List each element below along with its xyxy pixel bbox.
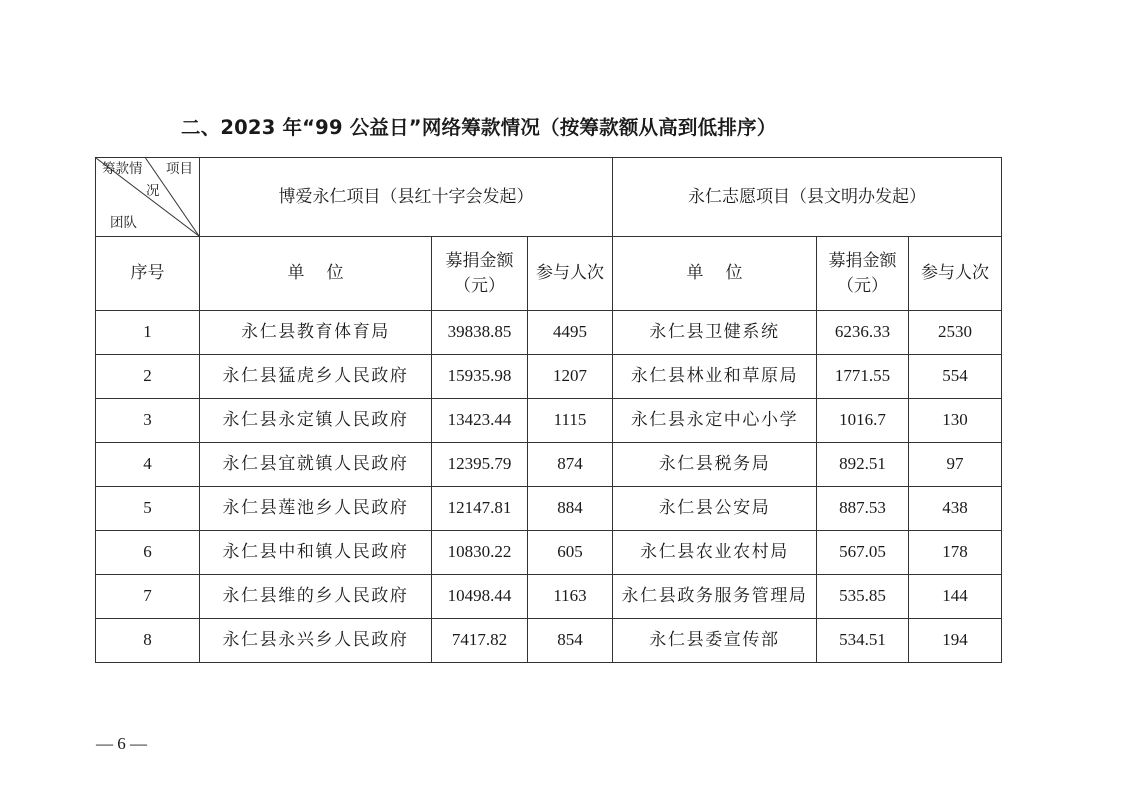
cell-unit-b: 永仁县林业和草原局 bbox=[613, 355, 817, 399]
cell-people-b: 438 bbox=[909, 487, 1002, 531]
cell-people-a: 884 bbox=[528, 487, 613, 531]
cell-amount-a: 10498.44 bbox=[432, 575, 528, 619]
cell-unit-b: 永仁县税务局 bbox=[613, 443, 817, 487]
cell-unit-a: 永仁县教育体育局 bbox=[200, 311, 432, 355]
table-row bbox=[96, 487, 1002, 531]
cell-people-a: 874 bbox=[528, 443, 613, 487]
cell-seq: 1 bbox=[96, 311, 200, 355]
cell-unit-b: 永仁县委宣传部 bbox=[613, 619, 817, 663]
cell-people-b: 2530 bbox=[909, 311, 1002, 355]
header-amount-a bbox=[432, 237, 528, 311]
cell-unit-a: 永仁县永兴乡人民政府 bbox=[200, 619, 432, 663]
project-b-title: 永仁志愿项目（县文明办发起） bbox=[613, 158, 1002, 237]
header-unit-b: 单位 bbox=[613, 237, 817, 311]
corner-label-team: 团队 bbox=[110, 215, 137, 231]
cell-seq: 8 bbox=[96, 619, 200, 663]
cell-amount-b: 534.51 bbox=[817, 619, 909, 663]
header-people-b: 参与人次 bbox=[909, 237, 1002, 311]
header-amount-a-line1: 募捐金额 bbox=[445, 250, 514, 271]
cell-unit-b: 永仁县农业农村局 bbox=[613, 531, 817, 575]
cell-unit-a: 永仁县维的乡人民政府 bbox=[200, 575, 432, 619]
table-row bbox=[96, 531, 1002, 575]
cell-amount-a: 15935.98 bbox=[432, 355, 528, 399]
cell-seq: 7 bbox=[96, 575, 200, 619]
header-people-a: 参与人次 bbox=[528, 237, 613, 311]
cell-people-b: 554 bbox=[909, 355, 1002, 399]
cell-unit-a: 永仁县莲池乡人民政府 bbox=[200, 487, 432, 531]
cell-amount-b: 1771.55 bbox=[817, 355, 909, 399]
cell-seq: 5 bbox=[96, 487, 200, 531]
header-amount-a-line2: （元） bbox=[454, 275, 505, 296]
corner-label-project: 项目 bbox=[166, 161, 193, 177]
cell-amount-b: 535.85 bbox=[817, 575, 909, 619]
fundraising-table bbox=[95, 157, 1002, 663]
cell-people-a: 1207 bbox=[528, 355, 613, 399]
cell-people-b: 178 bbox=[909, 531, 1002, 575]
cell-unit-a: 永仁县中和镇人民政府 bbox=[200, 531, 432, 575]
cell-people-a: 605 bbox=[528, 531, 613, 575]
cell-unit-b: 永仁县永定中心小学 bbox=[613, 399, 817, 443]
header-unit-a: 单位 bbox=[200, 237, 432, 311]
cell-amount-a: 7417.82 bbox=[432, 619, 528, 663]
diagonal-header-cell bbox=[96, 158, 200, 237]
cell-unit-a: 永仁县永定镇人民政府 bbox=[200, 399, 432, 443]
table-row bbox=[96, 311, 1002, 355]
cell-people-a: 1115 bbox=[528, 399, 613, 443]
cell-people-a: 854 bbox=[528, 619, 613, 663]
header-amount-b-line2: （元） bbox=[837, 275, 889, 296]
table-row bbox=[96, 575, 1002, 619]
cell-people-a: 4495 bbox=[528, 311, 613, 355]
cell-unit-b: 永仁县政务服务管理局 bbox=[613, 575, 817, 619]
cell-seq: 3 bbox=[96, 399, 200, 443]
project-a-title: 博爱永仁项目（县红十字会发起） bbox=[200, 158, 613, 237]
cell-people-b: 144 bbox=[909, 575, 1002, 619]
cell-seq: 6 bbox=[96, 531, 200, 575]
cell-amount-a: 12147.81 bbox=[432, 487, 528, 531]
cell-seq: 2 bbox=[96, 355, 200, 399]
cell-unit-a: 永仁县宜就镇人民政府 bbox=[200, 443, 432, 487]
page-number: — 6 — bbox=[96, 734, 147, 753]
table-row bbox=[96, 355, 1002, 399]
page-title: 二、2023 年“99 公益日”网络筹款情况（按筹款额从高到低排序） bbox=[181, 116, 777, 139]
header-seq: 序号 bbox=[96, 237, 200, 311]
cell-amount-a: 10830.22 bbox=[432, 531, 528, 575]
cell-amount-a: 13423.44 bbox=[432, 399, 528, 443]
header-amount-b-line1: 募捐金额 bbox=[828, 250, 897, 271]
table-row bbox=[96, 619, 1002, 663]
cell-amount-b: 1016.7 bbox=[817, 399, 909, 443]
cell-people-b: 130 bbox=[909, 399, 1002, 443]
cell-unit-b: 永仁县公安局 bbox=[613, 487, 817, 531]
cell-people-b: 194 bbox=[909, 619, 1002, 663]
cell-amount-b: 887.53 bbox=[817, 487, 909, 531]
table-row bbox=[96, 443, 1002, 487]
cell-amount-a: 39838.85 bbox=[432, 311, 528, 355]
cell-unit-b: 永仁县卫健系统 bbox=[613, 311, 817, 355]
cell-amount-b: 892.51 bbox=[817, 443, 909, 487]
header-amount-b bbox=[817, 237, 909, 311]
cell-amount-a: 12395.79 bbox=[432, 443, 528, 487]
table-row bbox=[96, 399, 1002, 443]
column-header-row bbox=[96, 237, 1002, 311]
cell-seq: 4 bbox=[96, 443, 200, 487]
cell-people-a: 1163 bbox=[528, 575, 613, 619]
corner-label-fundraising: 筹款情 bbox=[102, 161, 143, 177]
cell-amount-b: 567.05 bbox=[817, 531, 909, 575]
project-header-row bbox=[96, 158, 1002, 237]
cell-people-b: 97 bbox=[909, 443, 1002, 487]
cell-unit-a: 永仁县猛虎乡人民政府 bbox=[200, 355, 432, 399]
cell-amount-b: 6236.33 bbox=[817, 311, 909, 355]
corner-label-fundraising-cont: 况 bbox=[146, 183, 160, 199]
